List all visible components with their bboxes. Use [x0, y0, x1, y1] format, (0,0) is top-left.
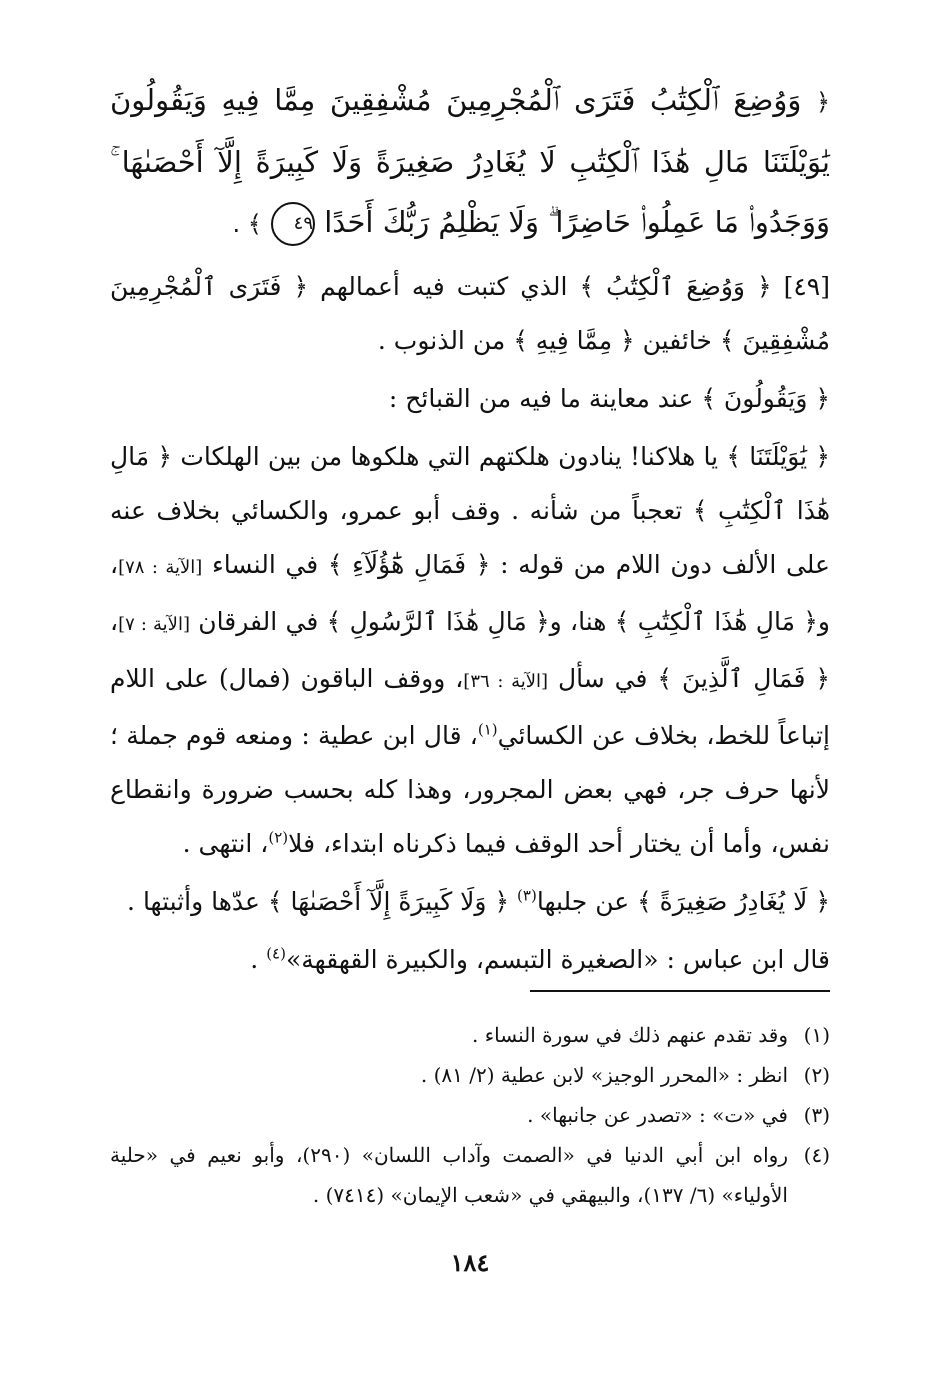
tafsir-p3-part-c: ، ﴿ فَمَالِ ٱلَّذِينَ ﴾ في سأل	[110, 607, 830, 693]
tafsir-p3-part-a: ﴿ يَٰوَيْلَتَنَا ﴾ يا هلاكنا! ينادون هلكتهم التي هلكوها من بين الهلكات ﴿ مَالِ هَٰذَا ٱلْكِتَٰبِ ﴾ تعجباً من شأنه . وقف أبو عمرو، والكسائي بخلاف عنه على الألف دون اللام من قوله : ﴿ فَمَالِ هَٰٓؤُلَآءِ ﴾ في النساء	[110, 442, 830, 579]
footnote-1	[110, 1015, 830, 1055]
tafsir-p5-part-b: .	[250, 945, 267, 974]
tafsir-paragraph-2: ﴿ وَيَقُولُونَ ﴾ عند معاينة ما فيه من القبائح :	[388, 384, 830, 413]
tafsir-p5-part-a: قال ابن عباس : «الصغيرة التبسم، والكبيرة القهقهة»	[285, 945, 830, 974]
footnote-number: (٤)	[803, 1143, 830, 1167]
footnote-2	[110, 1055, 830, 1095]
tafsir-p3-part-e: ، قال ابن عطية : ومنعه قوم جملة ؛ لأنها حرف جر، فهي بعض المجرور، وهذا كله بحسب ضرورة وانقطاع نفس، وأما أن يختار أحد الوقف فيما ذكرناه ابتداء، فلا	[110, 721, 830, 858]
footnote-4	[110, 1135, 830, 1215]
footnote-text: وقد تقدم عنهم ذلك في سورة النساء .	[472, 1023, 788, 1047]
footnote-separator	[530, 990, 830, 992]
tafsir-p3-part-d: ، ووقف الباقون (فمال) على اللام إتباعاً للخط، بخلاف عن الكسائي	[110, 664, 830, 750]
footnote-ref-2: (٢)	[268, 828, 289, 847]
tafsir-body	[110, 260, 830, 987]
footnote-number: (٣)	[803, 1103, 830, 1127]
footnotes	[110, 1015, 830, 1215]
tafsir-paragraph-3	[110, 430, 830, 871]
verse-text: وَوُضِعَ ٱلْكِتَٰبُ فَتَرَى ٱلْمُجْرِمِينَ مُشْفِقِينَ مِمَّا فِيهِ وَيَقُولُونَ يَٰوَيْلَتَنَا مَالِ هَٰذَا ٱلْكِتَٰبِ لَا يُغَادِرُ صَغِيرَةً وَلَا كَبِيرَةً إِلَّآ أَحْصَىٰهَا ۚ وَوَجَدُوا۟ مَا عَمِلُوا۟ حَاضِرًا ۗ وَلَا يَظْلِمُ رَبُّكَ أَحَدًا	[110, 83, 830, 239]
footnote-ref-4: (٤)	[266, 944, 286, 963]
ayah-number-marker: ٤٩	[271, 202, 315, 246]
footnote-text: انظر : «المحرر الوجيز» لابن عطية (٢/ ٨١) .	[420, 1063, 788, 1087]
footnote-ref-1: (١)	[477, 720, 498, 739]
verse-close-bracket: ﴾ .	[232, 210, 262, 238]
footnote-number: (٢)	[803, 1063, 830, 1087]
tafsir-p4-part-b: ﴿ وَلَا كَبِيرَةً إِلَّآ أَحْصَىٰهَا ﴾ عدّها وأثبتها .	[127, 887, 518, 916]
tafsir-paragraph-4	[110, 875, 830, 929]
book-page	[110, 70, 830, 1310]
footnote-text: في «ت» : «تصدر عن جانبها» .	[527, 1103, 788, 1127]
tafsir-p4-part-a: ﴿ لَا يُغَادِرُ صَغِيرَةً ﴾ عن جلبها	[536, 887, 830, 916]
tafsir-p3-part-f: ، انتهى .	[182, 829, 269, 858]
footnote-3	[110, 1095, 830, 1135]
verse-open-bracket: ﴿	[815, 88, 830, 116]
footnote-ref-3: (٣)	[517, 886, 537, 905]
quran-verse	[110, 70, 830, 254]
footnote-number: (١)	[803, 1023, 830, 1047]
verse-reference-3: [الآية : ٣٦]	[463, 671, 549, 692]
verse-reference-1: [الآية : ٧٨]	[118, 557, 203, 578]
tafsir-paragraph-1: [٤٩] ﴿ وَوُضِعَ ٱلْكِتَٰبُ ﴾ الذي كتبت فيه أعمالهم ﴿ فَتَرَى ٱلْمُجْرِمِينَ مُشْفِقِينَ ﴾ خائفين ﴿ مِمَّا فِيهِ ﴾ من الذنوب .	[110, 272, 830, 355]
page-number: ١٨٤	[450, 1248, 490, 1277]
tafsir-p3-part-b: ، و﴿ مَالِ هَٰذَا ٱلْكِتَٰبِ ﴾ هنا، و﴿ مَالِ هَٰذَا ٱلرَّسُولِ ﴾ في الفرقان	[110, 550, 830, 636]
footnote-text: رواه ابن أبي الدنيا في «الصمت وآداب اللسان» (٢٩٠)، وأبو نعيم في «حلية الأولياء» (٦/ ١٣٧)، والبيهقي في «شعب الإيمان» (٧٤١٤) .	[110, 1143, 788, 1207]
verse-reference-2: [الآية : ٧]	[118, 614, 190, 635]
tafsir-paragraph-5	[110, 933, 830, 987]
